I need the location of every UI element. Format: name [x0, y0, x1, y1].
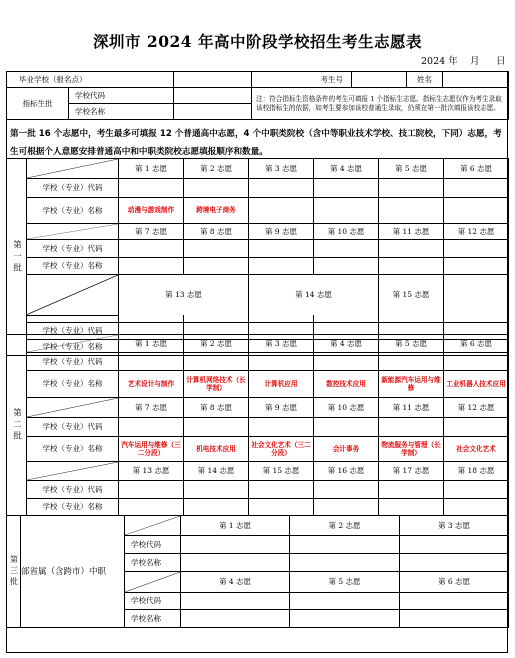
b2-r3-name-2[interactable] — [184, 499, 249, 516]
b2-r1-name-5[interactable]: 新能源汽车运用与维修 — [379, 371, 444, 398]
b1-r1-code-3[interactable] — [249, 179, 314, 198]
b1-r1-code-4[interactable] — [314, 179, 379, 198]
b3-r1-code-3[interactable] — [400, 536, 509, 554]
b2-r3-name-4[interactable] — [314, 499, 379, 516]
b2-r3-c6: 第 18 志愿 — [444, 462, 509, 481]
b2-r2-name-2[interactable]: 机电技术应用 — [184, 437, 249, 462]
b2-r2-c2: 第 8 志愿 — [184, 398, 249, 418]
name-label: 姓名 — [407, 72, 443, 88]
b2-r3-c2: 第 14 志愿 — [184, 462, 249, 481]
b1-r1-c6: 第 6 志愿 — [444, 159, 509, 179]
b1-r2-c3: 第 9 志愿 — [249, 224, 314, 240]
b2-r2-c6: 第 12 志愿 — [444, 398, 509, 418]
b2-r3-code-6[interactable] — [444, 481, 509, 499]
b2-r1-name-2[interactable]: 计算机网络技术（长学制） — [184, 371, 249, 398]
b1-r1-name-1[interactable]: 动漫与游戏制作 — [119, 198, 184, 224]
b2-r1-c6: 第 6 志愿 — [444, 335, 509, 353]
b3-r1-name-2[interactable] — [290, 554, 400, 572]
b2-r1-code-4[interactable] — [314, 353, 379, 371]
b1-r2-name-2[interactable] — [184, 258, 249, 275]
b2-r1-name-3[interactable]: 计算机应用 — [249, 371, 314, 398]
batch1-diag-2 — [27, 224, 119, 240]
b1-r1-code-2[interactable] — [184, 179, 249, 198]
b3-r1-c2: 第 2 志愿 — [290, 516, 400, 536]
b2-r3-c1: 第 13 志愿 — [119, 462, 184, 481]
b3-r1-c1: 第 1 志愿 — [181, 516, 290, 536]
quota-label: 指标生批 — [7, 88, 69, 120]
b2-r1-name-4[interactable]: 数控技术应用 — [314, 371, 379, 398]
b1-r3-c3b — [444, 275, 509, 316]
quota-note: 注：符合指标生资格条件的考生可填报 1 个指标生志愿。指标生志愿仅作为考生录取该校指标生的依据，如考生要参加该校普通生录取，仍须在第一批次填报该校志愿。 — [252, 88, 509, 120]
b2-r2-c3: 第 9 志愿 — [249, 398, 314, 418]
date-year: 2024 年 — [421, 56, 458, 67]
b2-r3-c4: 第 16 志愿 — [314, 462, 379, 481]
b3-r2-name-1[interactable] — [181, 610, 290, 628]
b2-r2-code-1[interactable] — [119, 418, 184, 437]
b1-r2-code-6[interactable] — [444, 240, 509, 258]
b3-r2-code-3[interactable] — [400, 593, 509, 610]
b2-r3-name-1[interactable] — [119, 499, 184, 516]
batch3-diag-2 — [125, 572, 181, 593]
b1-spacer-4 — [314, 315, 379, 322]
b1-r3-c3: 第 15 志愿 — [379, 275, 444, 316]
quota-name-label: 学校名称 — [69, 104, 174, 120]
b1-r2-name-4[interactable] — [314, 258, 379, 275]
b1-r2-c1: 第 7 志愿 — [119, 224, 184, 240]
b1-r1-c3: 第 3 志愿 — [249, 159, 314, 179]
b2-r1-code-3[interactable] — [249, 353, 314, 371]
b1-r2-name-1[interactable] — [119, 258, 184, 275]
batch2-table — [6, 334, 509, 516]
b3-r2-c2: 第 5 志愿 — [290, 572, 400, 593]
b1-r2-code-3[interactable] — [249, 240, 314, 258]
b2-r1-code-2[interactable] — [184, 353, 249, 371]
info-table — [6, 71, 509, 120]
b1-r1-c1: 第 1 志愿 — [119, 159, 184, 179]
b1-spacer-6 — [444, 315, 509, 322]
date-month: 月 — [470, 56, 480, 67]
b2-r3-name-6[interactable] — [444, 499, 509, 516]
b3-r1-code-2[interactable] — [290, 536, 400, 554]
b2-r3-name-5[interactable] — [379, 499, 444, 516]
b2-r3-c5: 第 17 志愿 — [379, 462, 444, 481]
b2-r3-name-label: 学校（专业）名称 — [27, 499, 119, 516]
batch2-diag-3 — [27, 462, 119, 481]
b3-r1-code-1[interactable] — [181, 536, 290, 554]
b2-r2-name-6[interactable]: 社会文化艺术 — [444, 437, 509, 462]
b2-r2-code-3[interactable] — [249, 418, 314, 437]
b1-r2-name-label: 学校（专业）名称 — [27, 258, 119, 275]
batch1-table — [6, 158, 509, 356]
b3-r2-code-1[interactable] — [181, 593, 290, 610]
b2-r2-code-6[interactable] — [444, 418, 509, 437]
b1-r1-name-3[interactable] — [249, 198, 314, 224]
batch3-label: 部省属（含跨市）中职 — [21, 516, 125, 628]
b2-r1-name-label: 学校（专业）名称 — [27, 371, 119, 398]
b1-r2-code-2[interactable] — [184, 240, 249, 258]
b3-r2-code-2[interactable] — [290, 593, 400, 610]
b1-r3-c1: 第 13 志愿 — [119, 275, 249, 316]
b1-r3-name-label: 学校（专业）名称 — [27, 339, 119, 355]
b1-r2-code-4[interactable] — [314, 240, 379, 258]
b2-r2-name-3[interactable]: 社会文化艺术（三二分段） — [249, 437, 314, 462]
batch3-side: 第三批 — [7, 516, 21, 628]
b2-r2-c5: 第 11 志愿 — [379, 398, 444, 418]
b2-r1-code-5[interactable] — [379, 353, 444, 371]
b2-r1-code-6[interactable] — [444, 353, 509, 371]
b1-spacer-3 — [249, 315, 314, 322]
b1-r1-code-6[interactable] — [444, 179, 509, 198]
b2-r3-c3: 第 15 志愿 — [249, 462, 314, 481]
b2-r2-name-5[interactable]: 物流服务与管理（长学制） — [379, 437, 444, 462]
batch1-diag-3 — [27, 275, 119, 316]
b2-r2-code-4[interactable] — [314, 418, 379, 437]
b2-r3-code-2[interactable] — [184, 481, 249, 499]
school-label: 毕业学校（报名点） — [7, 72, 174, 88]
b1-r1-code-1[interactable] — [119, 179, 184, 198]
b1-r1-code-label: 学校（专业）代码 — [27, 179, 119, 198]
batch2-diag-1 — [27, 335, 119, 353]
quota-code-field[interactable] — [174, 88, 252, 104]
b1-r1-name-6[interactable] — [444, 198, 509, 224]
b2-r3-code-5[interactable] — [379, 481, 444, 499]
b1-r2-code-label: 学校（专业）代码 — [27, 240, 119, 258]
b2-r1-code-1[interactable] — [119, 353, 184, 371]
b3-r2-name-3[interactable] — [400, 610, 509, 628]
b2-r2-c1: 第 7 志愿 — [119, 398, 184, 418]
b2-r2-name-4[interactable]: 会计事务 — [314, 437, 379, 462]
notice-text: 第一批 16 个志愿中，考生最多可填报 12 个普通高中志愿，4 个中职类院校（含中等职业技术学校、技工院校，下同）志愿，考生可根据个人意愿安排普通高中和中职类院校志愿填报顺序和数量。 — [10, 129, 502, 157]
b1-r2-c2: 第 8 志愿 — [184, 224, 249, 240]
b2-r1-name-1[interactable]: 艺术设计与制作 — [119, 371, 184, 398]
b2-r1-code-label: 学校（专业）代码 — [27, 353, 119, 371]
name-field[interactable] — [443, 72, 509, 88]
b3-r1-code-label: 学校代码 — [125, 536, 181, 554]
b1-spacer-2 — [184, 315, 249, 322]
quota-name-field[interactable] — [174, 104, 252, 120]
b1-r1-name-4[interactable] — [314, 198, 379, 224]
b1-r2-name-3[interactable] — [249, 258, 314, 275]
b1-r2-c5: 第 11 志愿 — [379, 224, 444, 240]
b1-r1-name-2[interactable]: 跨境电子商务 — [184, 198, 249, 224]
b2-r1-c4: 第 4 志愿 — [314, 335, 379, 353]
b3-r2-c3: 第 6 志愿 — [400, 572, 509, 593]
b3-r1-name-label: 学校名称 — [125, 554, 181, 572]
batch3-table — [6, 515, 509, 628]
b1-spacer-label — [27, 315, 119, 322]
b2-r3-code-1[interactable] — [119, 481, 184, 499]
batch2-diag-2 — [27, 398, 119, 418]
b3-r2-name-label: 学校名称 — [125, 610, 181, 628]
b1-r2-name-5[interactable] — [379, 258, 444, 275]
b2-r2-code-2[interactable] — [184, 418, 249, 437]
b1-r3-c2: 第 14 志愿 — [249, 275, 379, 316]
b2-r1-c5: 第 5 志愿 — [379, 335, 444, 353]
exam-no-field[interactable] — [352, 72, 407, 88]
b3-r1-c3: 第 3 志愿 — [400, 516, 509, 536]
b3-r2-c1: 第 4 志愿 — [181, 572, 290, 593]
b1-r1-c5: 第 5 志愿 — [379, 159, 444, 179]
batch1-side: 第一批 — [7, 159, 27, 356]
b2-r2-name-1[interactable]: 汽车运用与维修（三二分段） — [119, 437, 184, 462]
date-day: 日 — [496, 56, 506, 67]
b2-r1-name-6[interactable]: 工业机器人技术应用 — [444, 371, 509, 398]
b1-r3-code-label: 学校（专业）代码 — [27, 322, 119, 339]
batch3-diag-1 — [125, 516, 181, 536]
batch1-diag-1 — [27, 159, 119, 179]
b3-r1-name-3[interactable] — [400, 554, 509, 572]
b1-r1-code-5[interactable] — [379, 179, 444, 198]
b1-r2-c6: 第 12 志愿 — [444, 224, 509, 240]
b1-r1-name-label: 学校（专业）名称 — [27, 198, 119, 224]
b1-spacer-1 — [119, 315, 184, 322]
b2-r2-code-5[interactable] — [379, 418, 444, 437]
b2-r3-code-label: 学校（专业）代码 — [27, 481, 119, 499]
b2-r2-code-label: 学校（专业）代码 — [27, 418, 119, 437]
b2-r1-c2: 第 2 志愿 — [184, 335, 249, 353]
b1-r2-name-6[interactable] — [444, 258, 509, 275]
b3-r1-name-1[interactable] — [181, 554, 290, 572]
batch2-side: 第二批 — [7, 335, 27, 516]
b2-r1-c3: 第 3 志愿 — [249, 335, 314, 353]
b1-r1-name-5[interactable] — [379, 198, 444, 224]
b2-r3-code-4[interactable] — [314, 481, 379, 499]
b1-r2-code-5[interactable] — [379, 240, 444, 258]
b1-r1-c2: 第 2 志愿 — [184, 159, 249, 179]
quota-code-label: 学校代码 — [69, 88, 174, 104]
b2-r3-name-3[interactable] — [249, 499, 314, 516]
b2-r2-name-label: 学校（专业）名称 — [27, 437, 119, 462]
b3-r2-name-2[interactable] — [290, 610, 400, 628]
b2-r1-c1: 第 1 志愿 — [119, 335, 184, 353]
b2-r3-code-3[interactable] — [249, 481, 314, 499]
b1-spacer-5 — [379, 315, 444, 322]
school-field[interactable] — [174, 72, 252, 88]
b1-r2-c4: 第 10 志愿 — [314, 224, 379, 240]
exam-no-label: 考生号 — [252, 72, 352, 88]
b3-r2-code-label: 学校代码 — [125, 593, 181, 610]
b2-r2-c4: 第 10 志愿 — [314, 398, 379, 418]
b1-r2-code-1[interactable] — [119, 240, 184, 258]
page-title: 深圳市 2024 年高中阶段学校招生考生志愿表 — [93, 32, 422, 51]
b1-r1-c4: 第 4 志愿 — [314, 159, 379, 179]
